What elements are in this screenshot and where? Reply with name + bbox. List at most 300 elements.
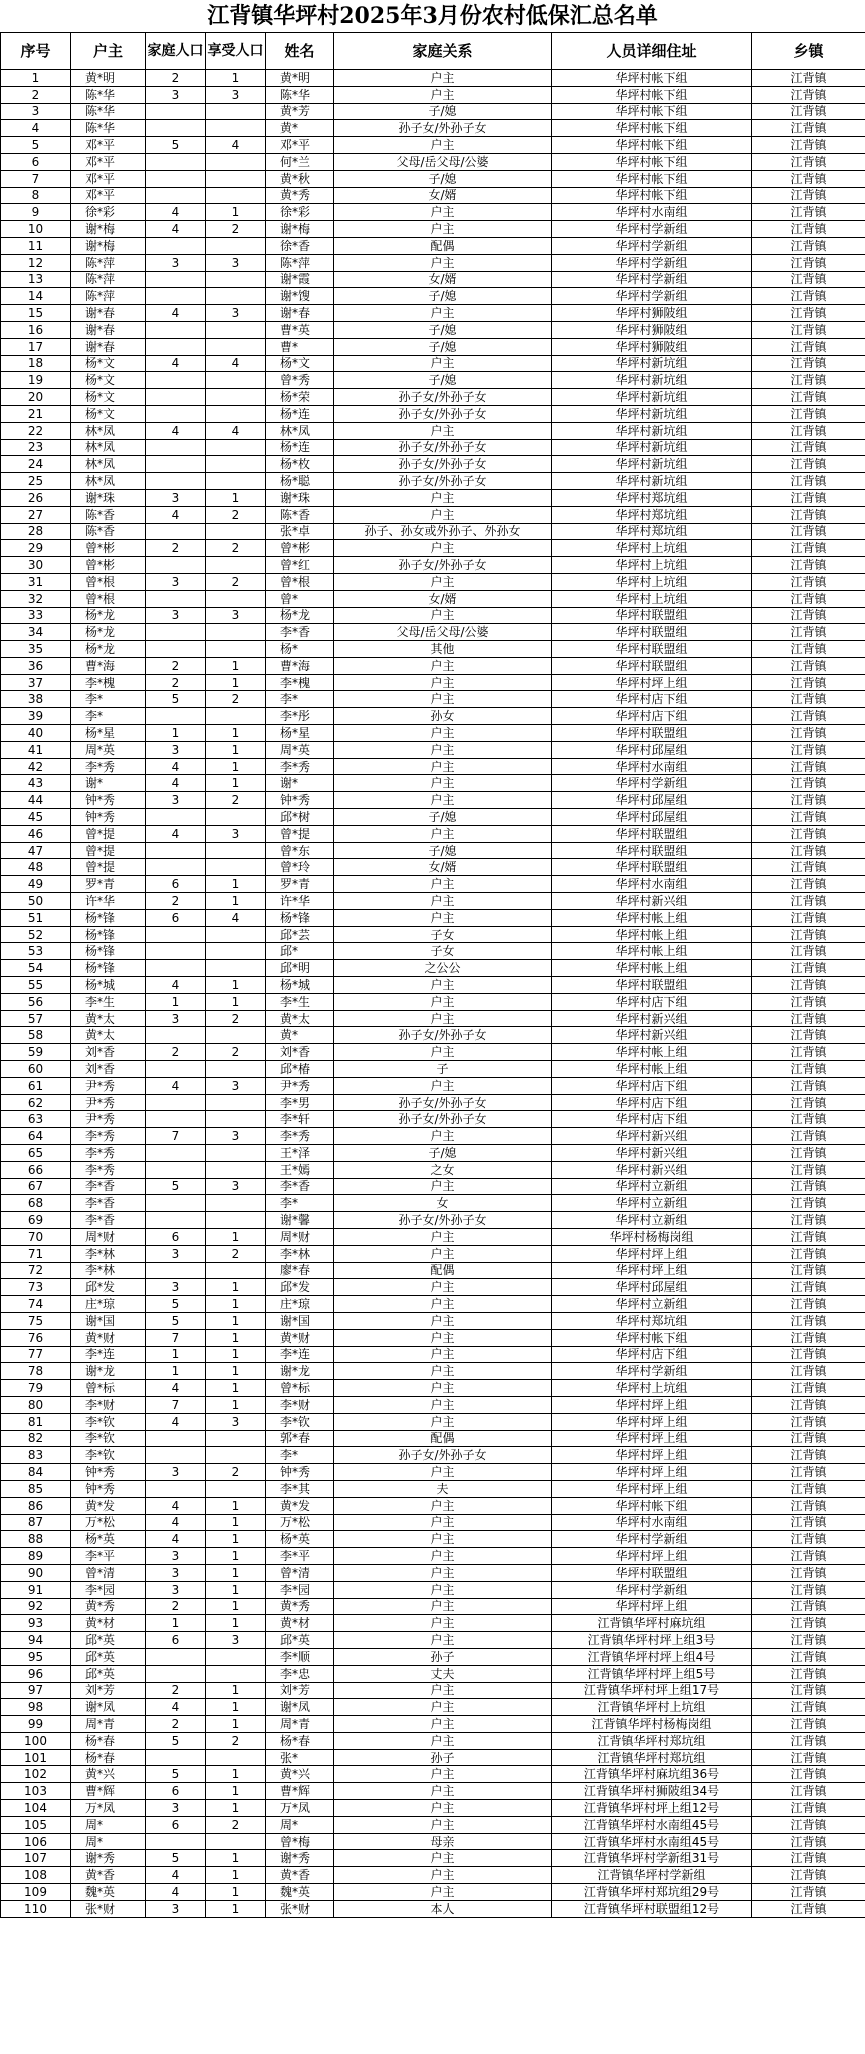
cell-relation: 孙子女/外孙子女	[334, 1111, 552, 1128]
cell-township: 江背镇	[752, 1430, 865, 1447]
cell-benefit-size: 1	[206, 1615, 266, 1632]
cell-family-size: 3	[146, 1010, 206, 1027]
cell-township: 江背镇	[752, 607, 865, 624]
cell-address: 华坪村坪上组	[552, 1447, 752, 1464]
cell-township: 江背镇	[752, 1665, 865, 1682]
cell-benefit-size: 4	[206, 422, 266, 439]
cell-address: 华坪村联盟组	[552, 842, 752, 859]
cell-relation: 户主	[334, 1044, 552, 1061]
cell-benefit-size	[206, 1111, 266, 1128]
table-row	[1, 1128, 865, 1145]
cell-township: 江背镇	[752, 1329, 865, 1346]
cell-name: 谢*馊	[266, 288, 334, 305]
cell-benefit-size	[206, 1195, 266, 1212]
table-row	[1, 1480, 865, 1497]
cell-name: 李*林	[266, 1245, 334, 1262]
table-row	[1, 573, 865, 590]
table-row	[1, 1312, 865, 1329]
cell-address: 华坪村学新组	[552, 254, 752, 271]
cell-benefit-size: 2	[206, 540, 266, 557]
cell-relation: 户主	[334, 1564, 552, 1581]
cell-name: 邱*芸	[266, 926, 334, 943]
table-row	[1, 1850, 865, 1867]
cell-name: 杨*春	[266, 1732, 334, 1749]
cell-address: 华坪村坪上组	[552, 1464, 752, 1481]
cell-benefit-size	[206, 288, 266, 305]
cell-name: 邱*明	[266, 960, 334, 977]
cell-householder: 陈*华	[71, 120, 146, 137]
cell-relation: 户主	[334, 1228, 552, 1245]
cell-serial: 20	[1, 389, 71, 406]
cell-family-size: 4	[146, 221, 206, 238]
cell-serial: 51	[1, 909, 71, 926]
cell-address: 华坪村水南组	[552, 1514, 752, 1531]
cell-householder: 李*林	[71, 1245, 146, 1262]
cell-family-size: 7	[146, 1128, 206, 1145]
cell-householder: 李*生	[71, 993, 146, 1010]
cell-name: 谢*秀	[266, 1850, 334, 1867]
cell-address: 华坪村新坑组	[552, 405, 752, 422]
cell-benefit-size: 3	[206, 305, 266, 322]
cell-township: 江背镇	[752, 120, 865, 137]
cell-serial: 59	[1, 1044, 71, 1061]
cell-relation: 户主	[334, 1783, 552, 1800]
cell-householder: 李*钦	[71, 1447, 146, 1464]
cell-township: 江背镇	[752, 960, 865, 977]
cell-township: 江背镇	[752, 573, 865, 590]
cell-householder: 尹*秀	[71, 1111, 146, 1128]
cell-benefit-size	[206, 1665, 266, 1682]
cell-name: 黄*材	[266, 1615, 334, 1632]
cell-relation: 子/媳	[334, 842, 552, 859]
cell-name: 曾*红	[266, 557, 334, 574]
cell-serial: 22	[1, 422, 71, 439]
table-row	[1, 103, 865, 120]
cell-address: 华坪村郑坑组	[552, 489, 752, 506]
cell-address: 华坪村新兴组	[552, 1161, 752, 1178]
cell-householder: 周*财	[71, 1228, 146, 1245]
cell-township: 江背镇	[752, 1195, 865, 1212]
cell-name: 李*彤	[266, 708, 334, 725]
table-row	[1, 187, 865, 204]
cell-township: 江背镇	[752, 842, 865, 859]
cell-name: 曾*标	[266, 1380, 334, 1397]
cell-address: 华坪村学新组	[552, 221, 752, 238]
table-row	[1, 708, 865, 725]
cell-relation: 孙子女/外孙子女	[334, 439, 552, 456]
cell-serial: 106	[1, 1833, 71, 1850]
cell-benefit-size: 3	[206, 1178, 266, 1195]
cell-address: 华坪村水南组	[552, 876, 752, 893]
cell-serial: 72	[1, 1262, 71, 1279]
cell-relation: 户主	[334, 725, 552, 742]
cell-relation: 户主	[334, 741, 552, 758]
cell-family-size: 6	[146, 1816, 206, 1833]
table-row	[1, 372, 865, 389]
cell-householder: 曾*根	[71, 590, 146, 607]
table-row	[1, 926, 865, 943]
cell-relation: 户主	[334, 305, 552, 322]
cell-householder: 曾*清	[71, 1564, 146, 1581]
cell-householder: 曾*提	[71, 859, 146, 876]
cell-householder: 周*	[71, 1816, 146, 1833]
cell-serial: 81	[1, 1413, 71, 1430]
cell-benefit-size	[206, 473, 266, 490]
cell-address: 华坪村狮陂组	[552, 321, 752, 338]
cell-serial: 74	[1, 1296, 71, 1313]
cell-address: 华坪村联盟组	[552, 1564, 752, 1581]
document-title: 江背镇华坪村2025年3月份农村低保汇总名单	[207, 3, 658, 29]
cell-benefit-size: 1	[206, 1531, 266, 1548]
cell-serial: 80	[1, 1396, 71, 1413]
cell-benefit-size: 1	[206, 876, 266, 893]
cell-relation: 孙子女/外孙子女	[334, 1094, 552, 1111]
table-row	[1, 1094, 865, 1111]
cell-relation: 子/媳	[334, 103, 552, 120]
cell-householder: 曾*提	[71, 842, 146, 859]
cell-township: 江背镇	[752, 792, 865, 809]
cell-relation: 户主	[334, 1531, 552, 1548]
table-row	[1, 825, 865, 842]
cell-name: 曹*英	[266, 321, 334, 338]
cell-township: 江背镇	[752, 876, 865, 893]
cell-serial: 23	[1, 439, 71, 456]
cell-householder: 李*园	[71, 1581, 146, 1598]
cell-township: 江背镇	[752, 1178, 865, 1195]
cell-name: 谢*霞	[266, 271, 334, 288]
cell-benefit-size: 2	[206, 1010, 266, 1027]
cell-householder: 李*平	[71, 1548, 146, 1565]
header-relation: 家庭关系	[334, 33, 552, 70]
cell-relation: 户主	[334, 86, 552, 103]
cell-serial: 2	[1, 86, 71, 103]
cell-serial: 101	[1, 1749, 71, 1766]
cell-householder: 杨*龙	[71, 624, 146, 641]
table-row	[1, 137, 865, 154]
cell-township: 江背镇	[752, 893, 865, 910]
cell-name: 黄*太	[266, 1010, 334, 1027]
cell-family-size: 5	[146, 1178, 206, 1195]
cell-family-size: 2	[146, 1716, 206, 1733]
cell-family-size: 3	[146, 86, 206, 103]
table-row	[1, 557, 865, 574]
cell-name: 李*	[266, 1195, 334, 1212]
cell-name: 李*槐	[266, 674, 334, 691]
cell-householder: 邓*平	[71, 170, 146, 187]
cell-relation: 户主	[334, 1581, 552, 1598]
cell-name: 曹*辉	[266, 1783, 334, 1800]
cell-householder: 杨*龙	[71, 607, 146, 624]
cell-township: 江背镇	[752, 1497, 865, 1514]
table-row	[1, 86, 865, 103]
table-row	[1, 674, 865, 691]
cell-township: 江背镇	[752, 708, 865, 725]
cell-family-size: 4	[146, 1497, 206, 1514]
cell-address: 华坪村坪上组	[552, 1245, 752, 1262]
cell-relation: 户主	[334, 1682, 552, 1699]
cell-relation: 户主	[334, 573, 552, 590]
cell-township: 江背镇	[752, 1245, 865, 1262]
cell-township: 江背镇	[752, 1648, 865, 1665]
cell-family-size: 4	[146, 775, 206, 792]
cell-householder: 周*英	[71, 741, 146, 758]
table-row	[1, 221, 865, 238]
cell-relation: 户主	[334, 1077, 552, 1094]
cell-householder: 谢*珠	[71, 489, 146, 506]
cell-benefit-size: 3	[206, 1077, 266, 1094]
cell-name: 李*顺	[266, 1648, 334, 1665]
cell-serial: 54	[1, 960, 71, 977]
cell-serial: 89	[1, 1548, 71, 1565]
cell-serial: 40	[1, 725, 71, 742]
cell-name: 曾*玲	[266, 859, 334, 876]
cell-township: 江背镇	[752, 489, 865, 506]
cell-township: 江背镇	[752, 624, 865, 641]
cell-householder: 李*林	[71, 1262, 146, 1279]
table-row	[1, 422, 865, 439]
cell-family-size: 6	[146, 1632, 206, 1649]
cell-benefit-size: 3	[206, 1413, 266, 1430]
cell-address: 江背镇华坪村麻坑组36号	[552, 1766, 752, 1783]
cell-serial: 9	[1, 204, 71, 221]
table-row	[1, 473, 865, 490]
cell-relation: 户主	[334, 1884, 552, 1901]
cell-name: 曾*秀	[266, 372, 334, 389]
cell-relation: 户主	[334, 1800, 552, 1817]
cell-family-size: 7	[146, 1329, 206, 1346]
cell-family-size	[146, 1027, 206, 1044]
cell-relation: 户主	[334, 1010, 552, 1027]
table-row	[1, 321, 865, 338]
cell-relation: 户主	[334, 993, 552, 1010]
cell-benefit-size: 4	[206, 137, 266, 154]
cell-family-size: 4	[146, 1699, 206, 1716]
cell-township: 江背镇	[752, 1262, 865, 1279]
cell-serial: 104	[1, 1800, 71, 1817]
table-row	[1, 590, 865, 607]
table-row	[1, 1430, 865, 1447]
cell-householder: 林*凤	[71, 422, 146, 439]
cell-name: 谢*梅	[266, 221, 334, 238]
cell-family-size: 3	[146, 1564, 206, 1581]
cell-name: 李*男	[266, 1094, 334, 1111]
table-row	[1, 1380, 865, 1397]
cell-benefit-size: 1	[206, 1514, 266, 1531]
cell-family-size: 3	[146, 573, 206, 590]
cell-township: 江背镇	[752, 1884, 865, 1901]
cell-township: 江背镇	[752, 506, 865, 523]
cell-name: 李*忠	[266, 1665, 334, 1682]
table-row	[1, 1447, 865, 1464]
cell-householder: 曾*彬	[71, 540, 146, 557]
cell-name: 廖*春	[266, 1262, 334, 1279]
cell-name: 黄*	[266, 120, 334, 137]
cell-address: 华坪村联盟组	[552, 725, 752, 742]
cell-township: 江背镇	[752, 758, 865, 775]
cell-township: 江背镇	[752, 1228, 865, 1245]
cell-township: 江背镇	[752, 405, 865, 422]
cell-township: 江背镇	[752, 170, 865, 187]
cell-township: 江背镇	[752, 305, 865, 322]
cell-serial: 93	[1, 1615, 71, 1632]
header-address: 人员详细住址	[552, 33, 752, 70]
cell-benefit-size: 4	[206, 909, 266, 926]
cell-family-size	[146, 859, 206, 876]
cell-relation: 户主	[334, 1732, 552, 1749]
cell-householder: 尹*秀	[71, 1077, 146, 1094]
cell-address: 华坪村帐下组	[552, 103, 752, 120]
cell-name: 杨*荣	[266, 389, 334, 406]
cell-relation: 孙子女/外孙子女	[334, 473, 552, 490]
cell-family-size: 4	[146, 1077, 206, 1094]
cell-serial: 34	[1, 624, 71, 641]
cell-name: 谢*	[266, 775, 334, 792]
cell-address: 华坪村店下组	[552, 1346, 752, 1363]
cell-relation: 户主	[334, 758, 552, 775]
table-row	[1, 1161, 865, 1178]
table-row	[1, 1632, 865, 1649]
table-row	[1, 1044, 865, 1061]
cell-relation: 孙子、孙女或外孙子、外孙女	[334, 523, 552, 540]
cell-serial: 26	[1, 489, 71, 506]
table-row	[1, 1346, 865, 1363]
cell-serial: 42	[1, 758, 71, 775]
cell-serial: 75	[1, 1312, 71, 1329]
cell-householder: 钟*秀	[71, 1464, 146, 1481]
cell-family-size: 6	[146, 1228, 206, 1245]
cell-householder: 李*香	[71, 1178, 146, 1195]
cell-householder: 杨*锋	[71, 943, 146, 960]
cell-benefit-size: 2	[206, 573, 266, 590]
cell-serial: 96	[1, 1665, 71, 1682]
cell-address: 江背镇华坪村狮陂组34号	[552, 1783, 752, 1800]
cell-name: 曾*梅	[266, 1833, 334, 1850]
cell-address: 华坪村店下组	[552, 993, 752, 1010]
cell-serial: 65	[1, 1145, 71, 1162]
cell-relation: 女/婿	[334, 187, 552, 204]
cell-family-size: 6	[146, 909, 206, 926]
cell-householder: 曾*根	[71, 573, 146, 590]
cell-family-size: 7	[146, 1396, 206, 1413]
cell-relation: 女/婿	[334, 859, 552, 876]
cell-name: 陈*华	[266, 86, 334, 103]
table-row	[1, 506, 865, 523]
cell-family-size	[146, 1480, 206, 1497]
cell-householder: 曾*提	[71, 825, 146, 842]
cell-township: 江背镇	[752, 1312, 865, 1329]
cell-serial: 56	[1, 993, 71, 1010]
cell-benefit-size: 1	[206, 1564, 266, 1581]
cell-township: 江背镇	[752, 103, 865, 120]
cell-benefit-size: 1	[206, 1548, 266, 1565]
cell-serial: 39	[1, 708, 71, 725]
cell-township: 江背镇	[752, 1716, 865, 1733]
cell-householder: 李*秀	[71, 1128, 146, 1145]
cell-address: 华坪村新坑组	[552, 473, 752, 490]
cell-address: 华坪村联盟组	[552, 825, 752, 842]
cell-address: 华坪村邱屋组	[552, 741, 752, 758]
cell-householder: 万*松	[71, 1514, 146, 1531]
cell-township: 江背镇	[752, 1564, 865, 1581]
cell-benefit-size	[206, 523, 266, 540]
table-row	[1, 960, 865, 977]
cell-family-size	[146, 943, 206, 960]
cell-relation: 之女	[334, 1161, 552, 1178]
cell-township: 江背镇	[752, 1380, 865, 1397]
cell-address: 华坪村水南组	[552, 758, 752, 775]
cell-township: 江背镇	[752, 1615, 865, 1632]
cell-name: 张*财	[266, 1900, 334, 1917]
cell-name: 万*松	[266, 1514, 334, 1531]
cell-serial: 7	[1, 170, 71, 187]
cell-address: 华坪村邱屋组	[552, 809, 752, 826]
cell-name: 黄*	[266, 1027, 334, 1044]
cell-householder: 魏*英	[71, 1884, 146, 1901]
table-row	[1, 456, 865, 473]
cell-family-size: 1	[146, 1363, 206, 1380]
cell-serial: 14	[1, 288, 71, 305]
cell-relation: 子	[334, 1061, 552, 1078]
cell-address: 华坪村郑坑组	[552, 1312, 752, 1329]
cell-township: 江背镇	[752, 641, 865, 658]
table-row	[1, 1228, 865, 1245]
cell-serial: 62	[1, 1094, 71, 1111]
table-row	[1, 1111, 865, 1128]
cell-name: 曾*提	[266, 825, 334, 842]
cell-serial: 64	[1, 1128, 71, 1145]
cell-name: 何*兰	[266, 153, 334, 170]
cell-family-size: 4	[146, 305, 206, 322]
table-row	[1, 1548, 865, 1565]
cell-serial: 86	[1, 1497, 71, 1514]
cell-benefit-size	[206, 405, 266, 422]
cell-address: 华坪村店下组	[552, 708, 752, 725]
table-row	[1, 1245, 865, 1262]
cell-township: 江背镇	[752, 741, 865, 758]
table-row	[1, 204, 865, 221]
cell-serial: 16	[1, 321, 71, 338]
cell-relation: 子/媳	[334, 1145, 552, 1162]
cell-householder: 周*青	[71, 1716, 146, 1733]
cell-township: 江背镇	[752, 590, 865, 607]
cell-benefit-size: 1	[206, 1598, 266, 1615]
cell-benefit-size: 1	[206, 1867, 266, 1884]
cell-benefit-size: 3	[206, 1632, 266, 1649]
cell-benefit-size: 1	[206, 993, 266, 1010]
cell-township: 江背镇	[752, 1632, 865, 1649]
cell-benefit-size	[206, 943, 266, 960]
cell-township: 江背镇	[752, 1783, 865, 1800]
cell-township: 江背镇	[752, 775, 865, 792]
cell-family-size: 2	[146, 893, 206, 910]
cell-family-size	[146, 960, 206, 977]
header-name: 姓名	[266, 33, 334, 70]
cell-relation: 女/婿	[334, 590, 552, 607]
cell-township: 江背镇	[752, 1447, 865, 1464]
cell-serial: 55	[1, 977, 71, 994]
cell-family-size: 5	[146, 691, 206, 708]
cell-serial: 109	[1, 1884, 71, 1901]
cell-name: 张*	[266, 1749, 334, 1766]
cell-relation: 孙子	[334, 1648, 552, 1665]
cell-name: 徐*彩	[266, 204, 334, 221]
cell-serial: 29	[1, 540, 71, 557]
cell-address: 江背镇华坪村上坑组	[552, 1699, 752, 1716]
cell-address: 华坪村帐下组	[552, 170, 752, 187]
cell-family-size: 3	[146, 1464, 206, 1481]
table-row	[1, 624, 865, 641]
cell-family-size: 4	[146, 1531, 206, 1548]
